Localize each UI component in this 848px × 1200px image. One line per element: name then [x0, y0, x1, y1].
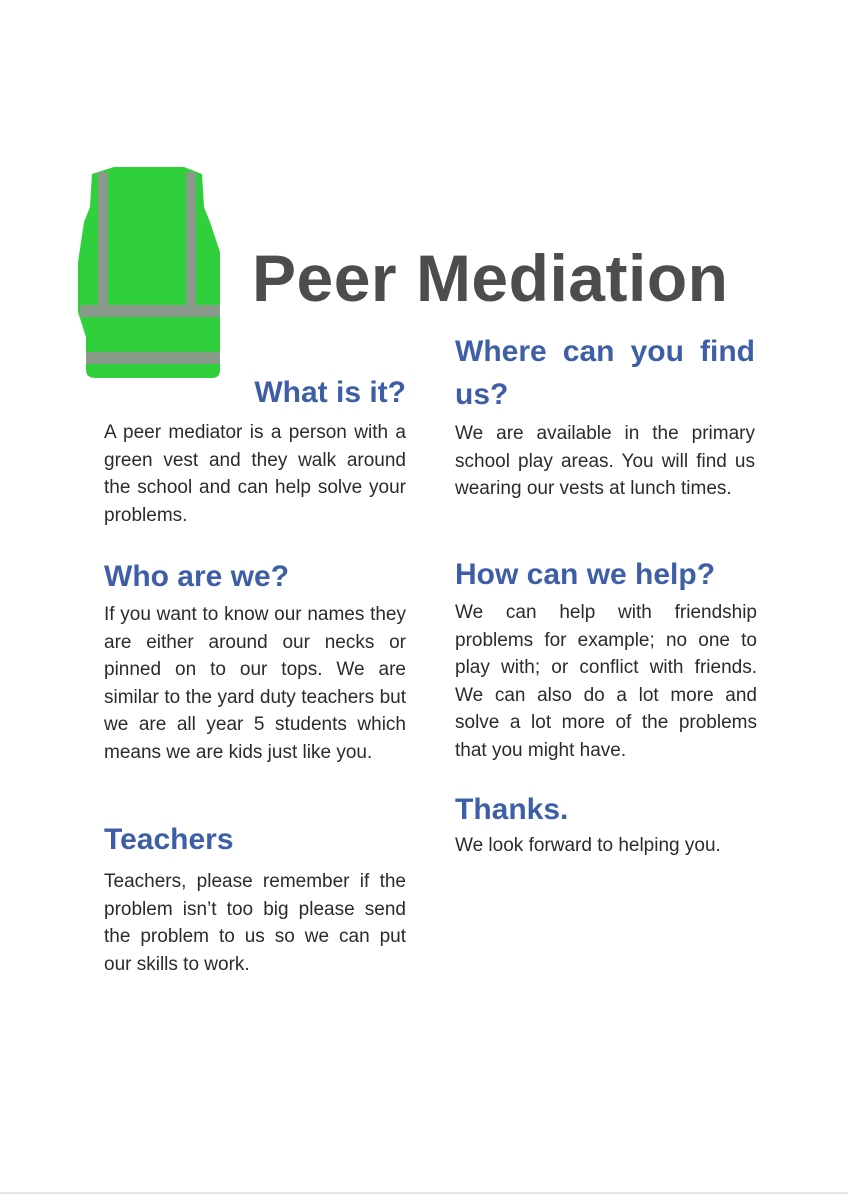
- vest-stripe-right: [186, 172, 196, 317]
- section-body: We can help with friendship problems for example; no one to play with; or conflict with friends. We can also do a lot more and solve a lot more of the problems that you might have.: [455, 602, 757, 761]
- section-heading: What is it?: [254, 376, 406, 409]
- section-what-is-it: [104, 373, 406, 529]
- vest-stripe-left: [98, 172, 108, 317]
- section-thanks: [455, 790, 757, 860]
- section-teachers: [104, 820, 406, 978]
- green-vest-icon: [74, 162, 224, 382]
- section-body: We are available in the primary school play areas. You will find us wearing our vests at lunch times.: [455, 423, 755, 500]
- page-title: Peer Mediation: [252, 241, 729, 315]
- section-where-find-us: [455, 330, 755, 503]
- section-heading: How can we help?: [455, 558, 716, 591]
- section-heading: Where can you find us?: [455, 335, 755, 411]
- section-body: A peer mediator is a person with a green vest and they walk around the school and can help solve your problems.: [104, 422, 406, 526]
- section-body: Teachers, please remember if the problem isn’t too big please send the problem to us so we can put our skills to work.: [104, 871, 406, 975]
- section-heading: Thanks.: [455, 793, 569, 826]
- section-body: If you want to know our names they are either around our necks or pinned on to our tops. We are similar to the yard duty teachers but we are all year 5 students which means we are kids just like you.: [104, 604, 406, 763]
- section-how-can-we-help: [455, 555, 757, 765]
- section-who-are-we: [104, 557, 406, 767]
- section-heading: Teachers: [104, 823, 234, 856]
- vest-stripe-lower: [86, 352, 220, 364]
- vest-stripe-upper: [80, 305, 220, 317]
- section-heading: Who are we?: [104, 560, 290, 593]
- page-edge-divider: [0, 1192, 848, 1194]
- section-body: We look forward to helping you.: [455, 835, 721, 856]
